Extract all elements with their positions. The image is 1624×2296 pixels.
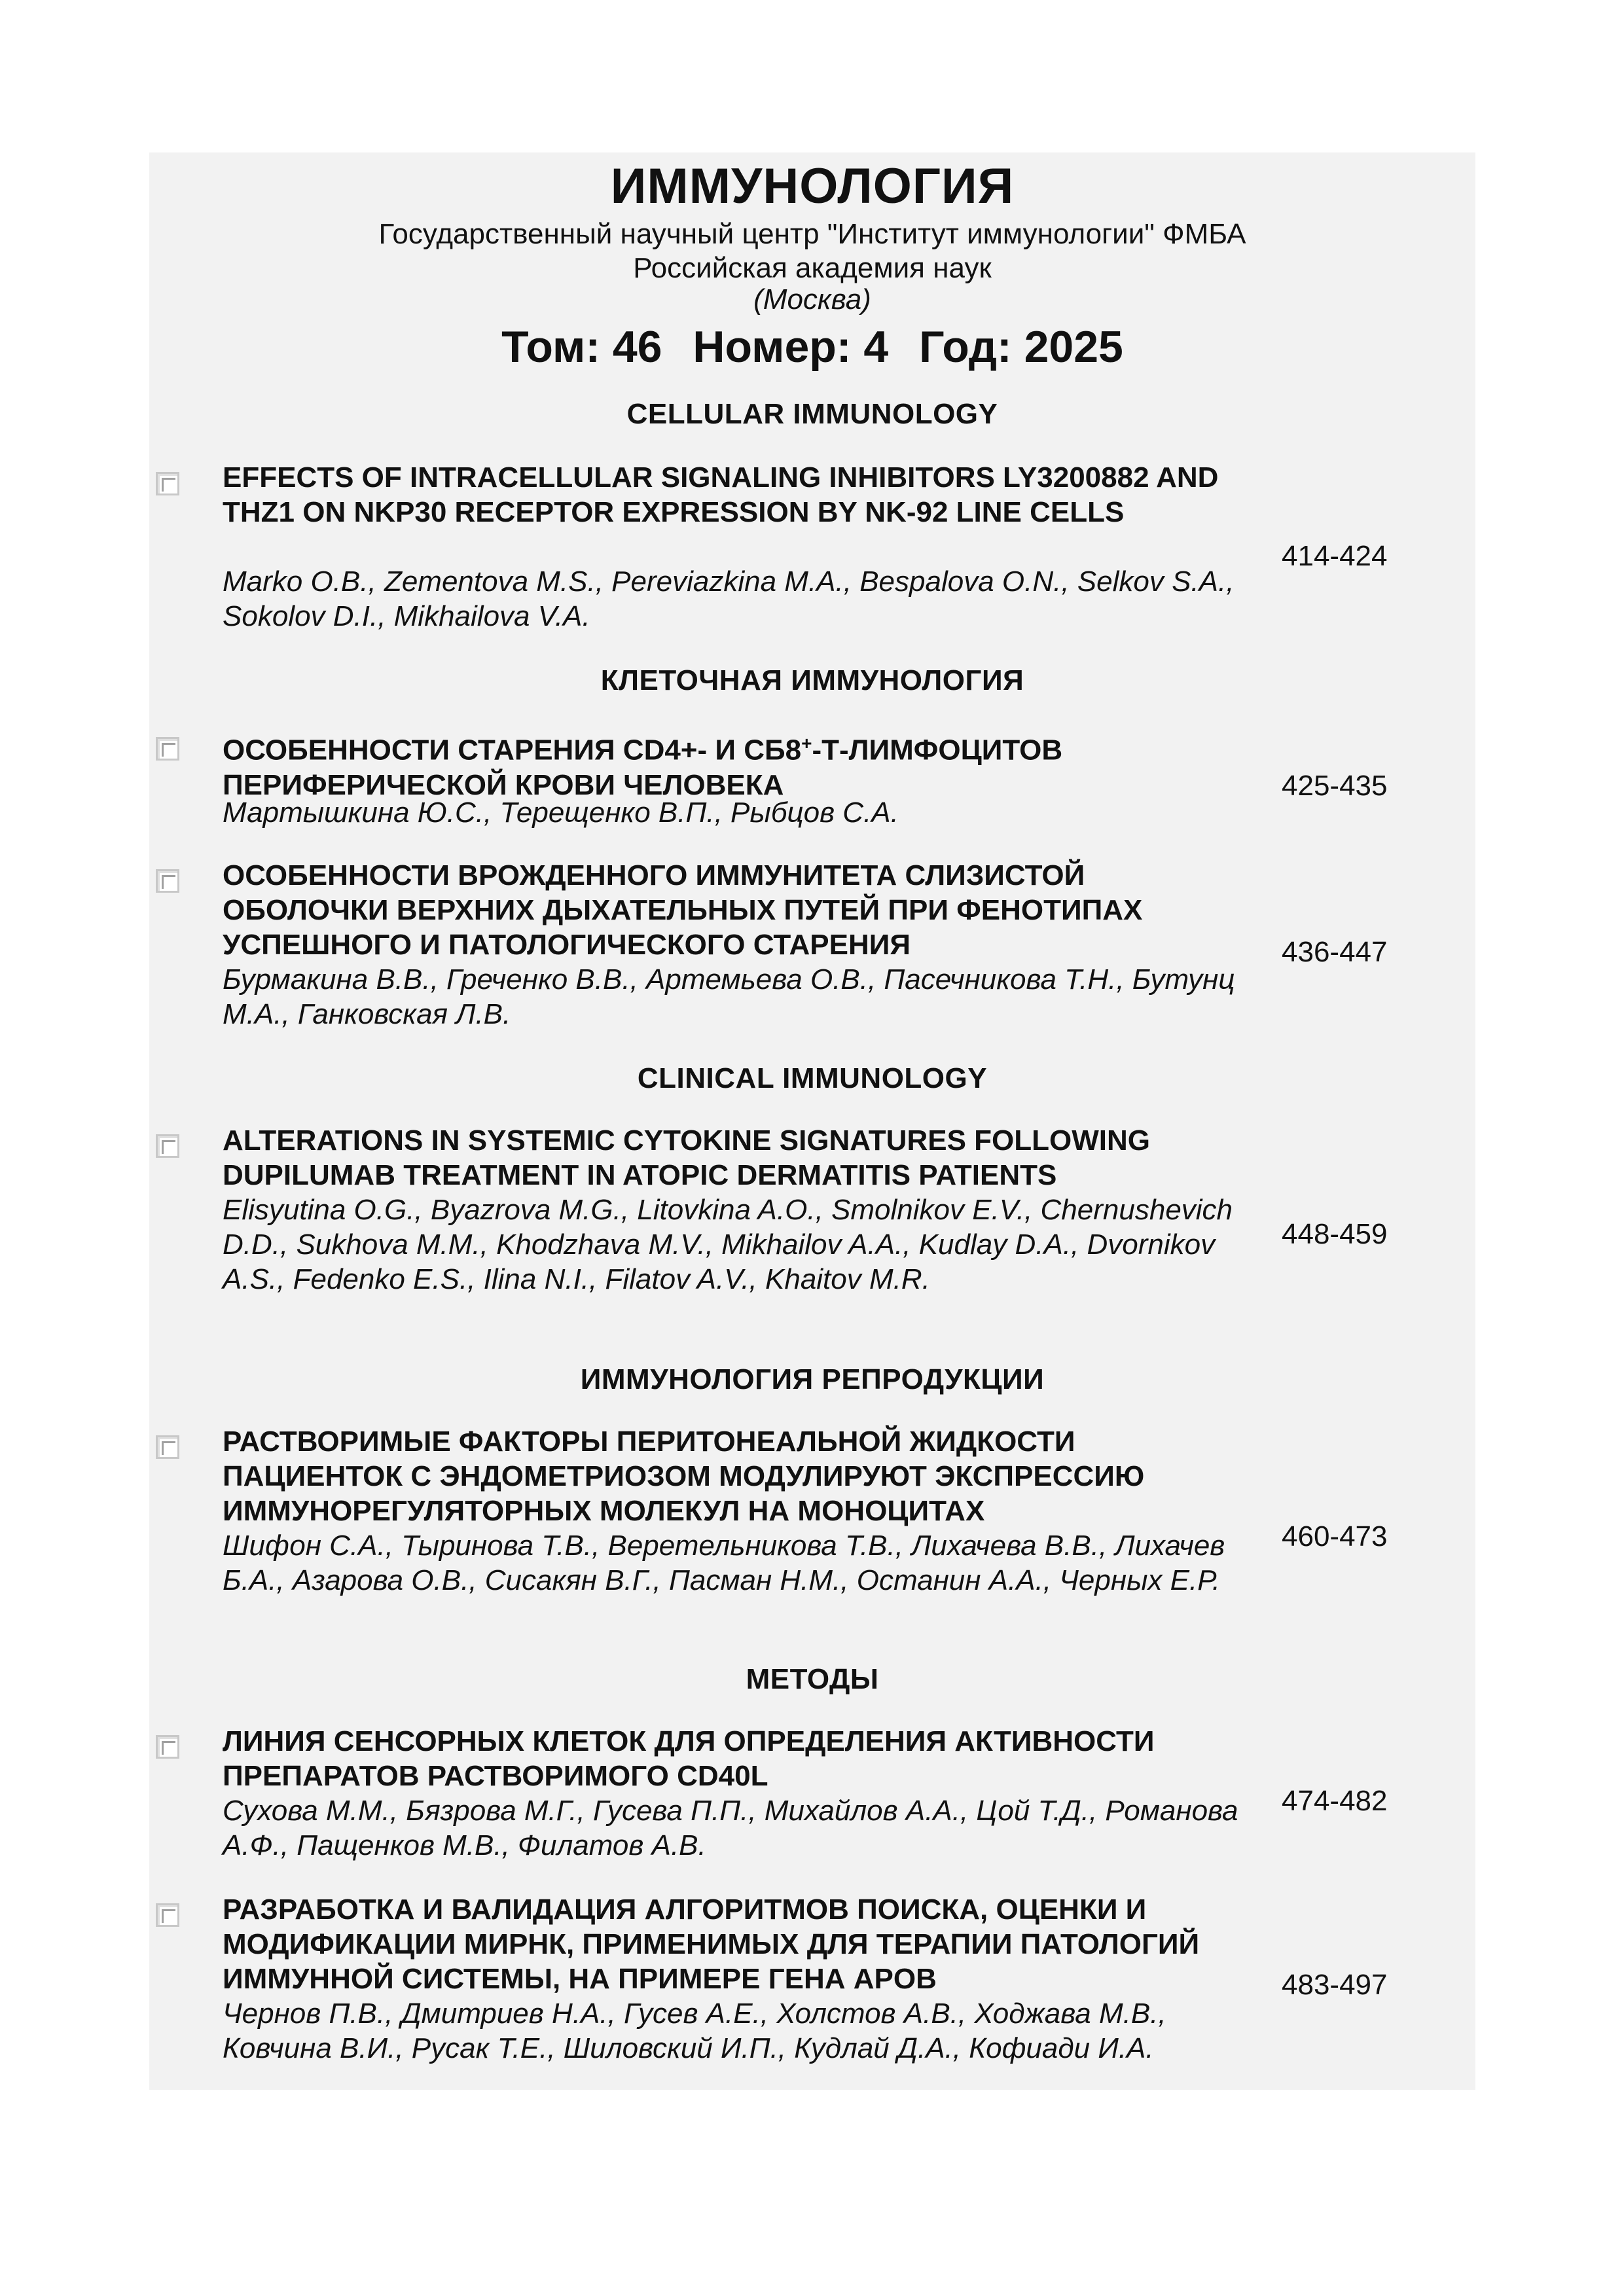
journal-title: ИММУНОЛОГИЯ [610, 158, 1015, 214]
table-of-contents-panel [149, 152, 1475, 2090]
city: (Москва) [753, 283, 871, 315]
article-checkbox[interactable] [156, 472, 179, 495]
article-authors: Шифон С.А., Тыринова Т.В., Веретельникова Т.В., Лихачева В.В., Лихачев Б.А., Азарова О.В., Сисакян В.Г., Пасман Н.М., Останин А.А., Черных Е.Р. [223, 1530, 1225, 1596]
article-pages: 474-482 [1282, 1785, 1388, 1817]
article-title[interactable] [223, 726, 1244, 802]
organization: Государственный научный центр "Институт иммунологии" ФМБА [378, 218, 1246, 250]
article-title[interactable]: РАЗРАБОТКА И ВАЛИДАЦИЯ АЛГОРИТМОВ ПОИСКА, ОЦЕНКИ И МОДИФИКАЦИИ МИРНК, ПРИМЕНИМЫХ ДЛЯ ТЕРАПИИ ПАТОЛОГИЙ ИММУННОЙ СИСТЕМЫ, НА ПРИМЕРЕ ГЕНА APOB [223, 1893, 1200, 1995]
academy: Российская академия наук [633, 252, 992, 284]
article-authors: Сухова М.М., Бязрова М.Г., Гусева П.П., Михайлов А.А., Цой Т.Д., Романова А.Ф., Пащенков М.В., Филатов А.В. [223, 1795, 1238, 1861]
article-checkbox[interactable] [156, 737, 179, 761]
article-checkbox[interactable] [156, 1435, 179, 1459]
article-pages: 483-497 [1282, 1969, 1388, 2001]
section-heading: КЛЕТОЧНАЯ ИММУНОЛОГИЯ [600, 664, 1024, 696]
article-pages: 436-447 [1282, 936, 1388, 968]
section-heading: CELLULAR IMMUNOLOGY [626, 398, 998, 430]
article-title-part: ОСОБЕННОСТИ СТАРЕНИЯ CD4+- И CБ8 [223, 734, 802, 766]
article-authors: Elisyutina O.G., Byazrova M.G., Litovkina A.O., Smolnikov E.V., Chernushevich D.D., Sukhova M.M., Khodzhava M.V., Mikhailov A.A., Kudlay D.A., Dvornikov A.S., Fedenko E.S., Ilina N.I., Filatov A.V., Khaitov M.R. [223, 1194, 1233, 1295]
article-title[interactable]: ОСОБЕННОСТИ ВРОЖДЕННОГО ИММУНИТЕТА СЛИЗИСТОЙ ОБОЛОЧКИ ВЕРХНИХ ДЫХАТЕЛЬНЫХ ПУТЕЙ ПРИ ФЕНОТИПАХ УСПЕШНОГО И ПАТОЛОГИЧЕСКОГО СТАРЕНИЯ [223, 859, 1143, 961]
article-authors: Чернов П.В., Дмитриев Н.А., Гусев А.Е., Холстов А.В., Ходжава М.В., Ковчина В.И., Русак Т.Е., Шиловский И.П., Кудлай Д.А., Кофиади И.А. [223, 1998, 1166, 2064]
article-checkbox[interactable] [156, 1735, 179, 1759]
article-checkbox[interactable] [156, 1903, 179, 1927]
article-title[interactable]: ЛИНИЯ СЕНСОРНЫХ КЛЕТОК ДЛЯ ОПРЕДЕЛЕНИЯ АКТИВНОСТИ ПРЕПАРАТОВ РАСТВОРИМОГО CD40L [223, 1725, 1155, 1792]
article-title[interactable]: РАСТВОРИМЫЕ ФАКТОРЫ ПЕРИТОНЕАЛЬНОЙ ЖИДКОСТИ ПАЦИЕНТОК С ЭНДОМЕТРИОЗОМ МОДУЛИРУЮТ ЭКСПРЕССИЮ ИММУНОРЕГУЛЯТОРНЫХ МОЛЕКУЛ НА МОНОЦИТАХ [223, 1426, 1145, 1527]
section-heading: CLINICAL IMMUNOLOGY [637, 1062, 988, 1094]
article-title[interactable]: ALTERATIONS IN SYSTEMIC CYTOKINE SIGNATURES FOLLOWING DUPILUMAB TREATMENT IN ATOPIC DERMATITIS PATIENTS [223, 1124, 1150, 1191]
article-authors: Мартышкина Ю.С., Терещенко В.П., Рыбцов С.А. [223, 797, 899, 829]
issue-info [149, 321, 1475, 372]
volume-label: Том: 46 [501, 322, 662, 372]
article-authors: Бурмакина В.В., Греченко В.В., Артемьева О.В., Пасечникова Т.Н., Бутунц М.А., Ганковская Л.В. [223, 963, 1235, 1030]
article-authors: Marko O.B., Zementova M.S., Pereviazkina M.A., Bespalova O.N., Selkov S.A., Sokolov D.I., Mikhailova V.A. [223, 565, 1235, 632]
article-checkbox[interactable] [156, 1134, 179, 1158]
article-title-part: -Т-ЛИМФОЦИТОВ ПЕРИФЕРИЧЕСКОЙ КРОВИ ЧЕЛОВЕКА [223, 734, 1063, 801]
article-title-sup: + [801, 733, 812, 753]
section-heading: ИММУНОЛОГИЯ РЕПРОДУКЦИИ [580, 1363, 1045, 1395]
year-label: Год: 2025 [919, 322, 1123, 372]
article-pages: 414-424 [1282, 540, 1388, 572]
article-pages: 448-459 [1282, 1218, 1388, 1250]
article-pages: 460-473 [1282, 1520, 1388, 1552]
issue-label: Номер: 4 [693, 322, 889, 372]
article-title[interactable]: EFFECTS OF INTRACELLULAR SIGNALING INHIBITORS LY3200882 AND THZ1 ON NKP30 RECEPTOR EXPRESSION BY NK-92 LINE CELLS [223, 461, 1219, 528]
section-heading: МЕТОДЫ [746, 1663, 879, 1695]
article-pages: 425-435 [1282, 770, 1388, 802]
article-checkbox[interactable] [156, 869, 179, 893]
